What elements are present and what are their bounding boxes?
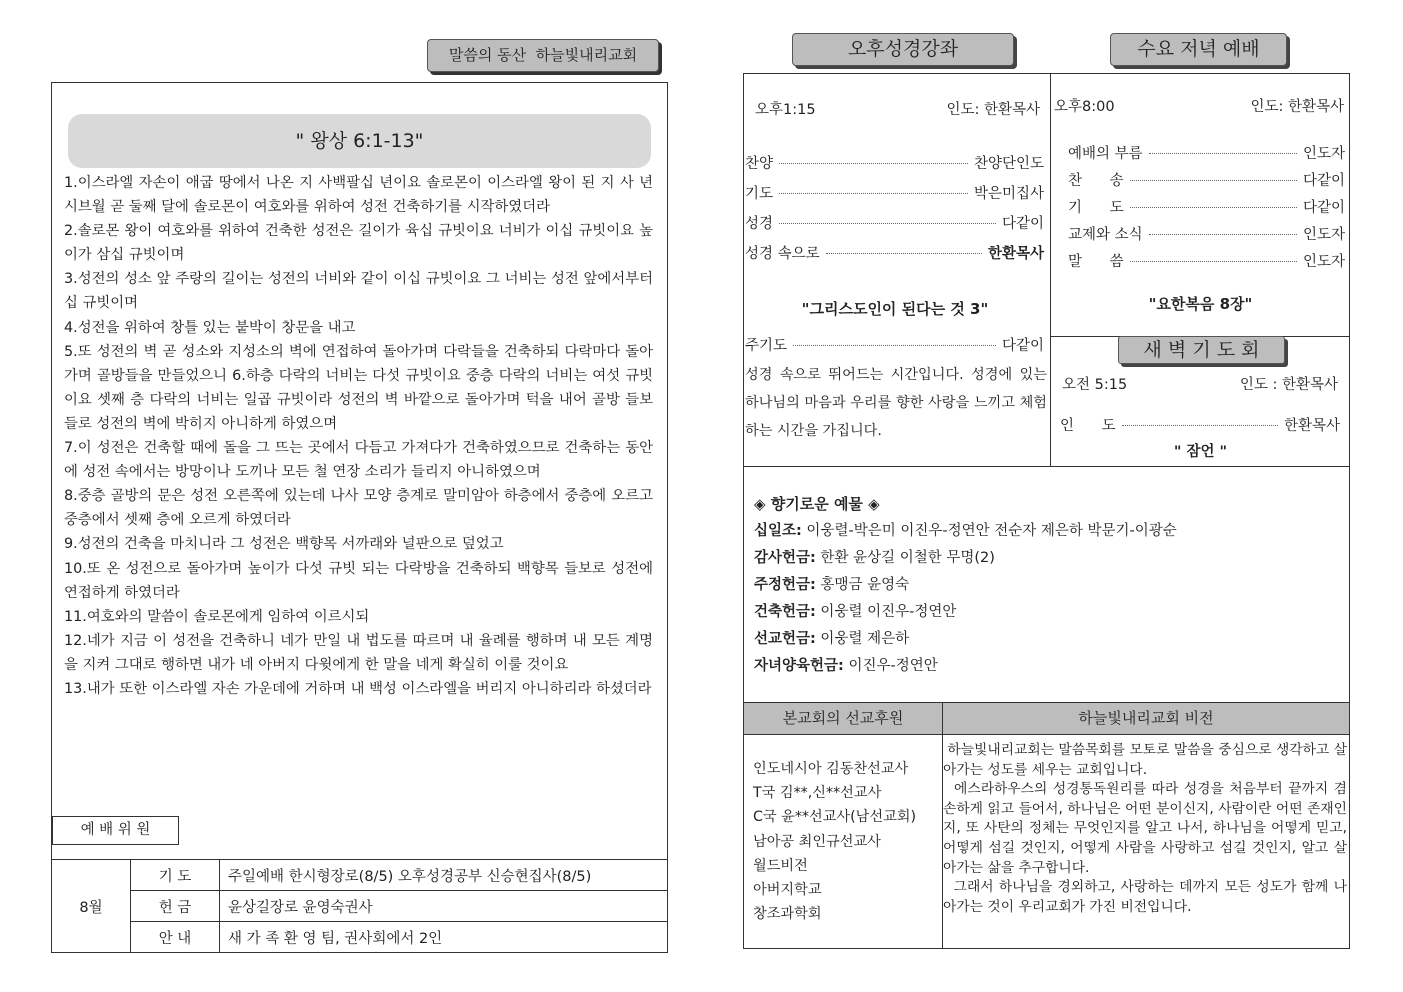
offering-row (754, 626, 1344, 653)
committee-value: 주일예배 한시형장로(8/5) 오후성경공부 신승현집사(8/5) (220, 860, 668, 891)
scripture-text (64, 171, 653, 701)
wednesday-header-row (1054, 95, 1344, 116)
offering-label: 감사헌금: (754, 550, 816, 566)
order-value: 다같이 (1302, 200, 1345, 216)
dawn-leader: 인도 : 한환목사 (1239, 377, 1338, 393)
order-row (1068, 223, 1345, 250)
missions-list (753, 757, 939, 926)
offering-label: 십일조: (754, 523, 802, 539)
order-row (745, 334, 1044, 355)
offering-names: 홍맹금 윤영숙 (815, 577, 910, 593)
offering-row (754, 518, 1344, 545)
committee-role: 기 도 (131, 860, 220, 891)
verse: 5.또 성전의 벽 곧 성소와 지성소의 벽에 연접하여 돌아가며 다락들을 건축하되 다락마다 돌아가며 골방들을 만들었으니 6.하층 다락의 너비는 다섯 규빗이요 중층 다락의 너비는 여섯 규빗이요 셋째 층 다락의 너비는 일곱 규빗이라 성전의 벽 바깥으로 돌아가며 턱을 내어 골방 들보들로 성전의 벽에 박히지 아니하게 하였으며 (64, 343, 653, 432)
offering-label: 선교헌금: (754, 631, 816, 647)
order-label: 성경 (745, 216, 774, 232)
mission-item: 아버지학교 (753, 882, 822, 899)
order-value: 인도자 (1302, 227, 1345, 243)
offering-names: 이웅렬-박은미 이진우-정연안 전순자 제은하 박문기-이광순 (801, 523, 1177, 539)
verse: 4.성전을 위하여 창틀 있는 붙박이 창문을 내고 (64, 319, 356, 336)
afternoon-title-text: 오후성경강좌 (847, 38, 959, 60)
order-label: 인 도 (1060, 418, 1116, 434)
wednesday-leader: 인도: 한환목사 (1250, 99, 1344, 115)
order-value: 한환목사 (1283, 418, 1340, 434)
vision-paragraph: 에스라하우스의 성경통독원리를 따라 성경을 처음부터 끝까지 겸손하게 읽고 들어서, 하나님은 어떤 분이신지, 사람이란 어떤 존재인지, 또 사탄의 정체는 무엇인지를 알고 나서, 하나님을 어떻게 믿고, 어떻게 섬길 것인지, 어떻게 사람을 사랑하고 섬길 것인지, 알고 살아가는 삶을 추구합니다. (943, 781, 1352, 876)
church-name-text: 말씀의 동산 하늘빛내리교회 (448, 46, 638, 64)
order-row (745, 212, 1044, 242)
order-value: 한환목사 (987, 246, 1044, 262)
verse: 13.내가 또한 이스라엘 자손 가운데에 거하며 내 백성 이스라엘을 버리지 아니하리라 하셨더라 (64, 680, 652, 697)
order-value: 찬양단인도 (973, 156, 1044, 172)
dawn-order (1060, 414, 1340, 435)
order-row (1068, 250, 1345, 277)
order-value: 다같이 (1302, 173, 1345, 189)
mission-item: C국 윤**선교사(남선교회) (753, 809, 917, 826)
verse: 1.이스라엘 자손이 애굽 땅에서 나온 지 사백팔십 년이요 솔로몬이 이스라엘 왕이 된 지 사 년 시브월 곧 둘째 달에 솔로몬이 여호와를 위하여 성전 건축하기를 시작하였더라 (64, 175, 653, 216)
afternoon-leader: 인도: 한환목사 (946, 102, 1040, 118)
offering-names: 한환 윤상길 이철한 무명(2) (815, 550, 995, 566)
wednesday-time: 오후8:00 (1054, 99, 1115, 115)
dawn-title (1118, 336, 1285, 364)
order-row (1060, 414, 1340, 435)
afternoon-time: 오후1:15 (755, 102, 816, 118)
mission-item: 월드비전 (753, 857, 808, 874)
order-value: 인도자 (1302, 146, 1345, 162)
afternoon-title (792, 33, 1014, 66)
order-value: 다같이 (1001, 216, 1044, 232)
afternoon-description: 성경 속으로 뛰어드는 시간입니다. 성경에 있는 하나님의 마음과 우리를 향한 사랑을 느끼고 체험하는 시간을 가집니다. (745, 367, 1047, 439)
vision-text (943, 741, 1352, 917)
order-label: 찬 송 (1068, 173, 1124, 189)
verse: 9.성전의 건축을 마치니라 그 성전은 백향목 서까래와 널판으로 덮었고 (64, 536, 504, 553)
order-row (745, 182, 1044, 212)
order-label: 말 씀 (1068, 254, 1124, 270)
wednesday-sermon-title: "요한복음 8장" (1148, 295, 1253, 313)
offerings-title: ◈ 향기로운 예물 ◈ (754, 495, 880, 513)
mission-item: 남아공 최인규선교사 (753, 833, 881, 850)
offering-label: 주정헌금: (754, 577, 816, 593)
order-label: 교제와 소식 (1068, 227, 1143, 243)
offering-row (754, 653, 1344, 680)
verse: 8.중층 골방의 문은 성전 오른쪽에 있는데 나사 모양 층계로 말미암아 하층에서 중층에 오르고 중층에서 셋째 층에 오르게 하였더라 (64, 488, 653, 529)
verse: 11.여호와의 말씀이 솔로몬에게 임하여 이르시되 (64, 608, 370, 625)
committee-month: 8월 (52, 860, 131, 953)
order-label: 기도 (745, 186, 774, 202)
vision-paragraph: 하늘빛내리교회는 말씀목회를 모토로 말씀을 중심으로 생각하고 살아가는 성도를 세우는 교회입니다. (943, 742, 1347, 778)
order-value: 인도자 (1302, 254, 1345, 270)
committee-table (51, 859, 668, 953)
order-row (745, 242, 1044, 272)
afternoon-sermon-title: "그리스도인이 된다는 것 3" (801, 300, 989, 318)
dawn-sermon-title: " 잠언 " (1173, 444, 1228, 460)
order-value: 박은미집사 (973, 186, 1044, 202)
order-label: 예배의 부름 (1068, 146, 1143, 162)
order-row (745, 152, 1044, 182)
mission-item: 창조과학회 (753, 906, 822, 923)
committee-label-text: 예 배 위 원 (80, 822, 151, 838)
offering-row (754, 572, 1344, 599)
wednesday-title (1110, 33, 1287, 66)
vision-header-text: 하늘빛내리교회 비전 (1078, 709, 1214, 727)
offering-names: 이진우-정연안 (843, 658, 938, 674)
verse: 3.성전의 성소 앞 주랑의 길이는 성전의 너비와 같이 이십 규빗이요 그 너비는 성전 앞에서부터 십 규빗이며 (64, 271, 653, 312)
vision-paragraph: 그래서 하나님을 경외하고, 사랑하는 데까지 모든 성도가 함께 나아가는 것이 우리교회가 가진 비전입니다. (943, 879, 1347, 915)
wednesday-title-text: 수요 저녁 예배 (1137, 38, 1260, 60)
section-divider (743, 466, 1350, 467)
vision-header (943, 703, 1349, 735)
verse: 7.이 성전은 건축할 때에 돌을 그 뜨는 곳에서 다듬고 가져다가 건축하였으므로 건축하는 동안에 성전 속에서는 방망이나 도끼나 모든 철 연장 소리가 들리지 아니하였으며 (64, 440, 653, 481)
order-value: 다같이 (1001, 338, 1044, 354)
order-row (1068, 142, 1345, 169)
passage-title (68, 114, 651, 168)
order-label: 기 도 (1068, 200, 1124, 216)
afternoon-header-row (755, 98, 1040, 119)
dawn-title-text: 새 벽 기 도 회 (1143, 339, 1260, 361)
verse: 2.솔로몬 왕이 여호와를 위하여 건축한 성전은 길이가 육십 규빗이요 너비가 이십 규빗이요 높이가 삼십 규빗이며 (64, 223, 653, 264)
order-row (1068, 169, 1345, 196)
afternoon-order (745, 152, 1044, 272)
wednesday-order (1068, 142, 1345, 277)
mission-item: T국 김**,신**선교사 (753, 785, 882, 802)
order-label: 찬양 (745, 156, 774, 172)
mission-item: 인도네시아 김동찬선교사 (753, 761, 909, 777)
committee-role: 헌 금 (131, 891, 220, 922)
committee-value: 윤상길장로 윤영숙권사 (220, 891, 668, 922)
afternoon-closing (745, 334, 1044, 355)
offering-row (754, 599, 1344, 626)
order-label: 성경 속으로 (745, 246, 820, 262)
order-row (1068, 196, 1345, 223)
column-divider (1050, 73, 1051, 466)
committee-role: 안 내 (131, 922, 220, 953)
verse: 12.네가 지금 이 성전을 건축하니 네가 만일 내 법도를 따르며 내 율례를 행하며 내 모든 계명을 지켜 그대로 행하면 내가 네 아버지 다윗에게 한 말을 네게 확실히 이룰 것이요 (64, 632, 653, 673)
missions-header (744, 703, 942, 735)
committee-label (52, 816, 179, 845)
offering-label: 건축헌금: (754, 604, 816, 620)
offering-names: 이웅렬 제은하 (815, 631, 910, 647)
verse: 10.또 온 성전으로 돌아가며 높이가 다섯 규빗 되는 다락방을 건축하되 백향목 들보로 성전에 연접하게 하였더라 (64, 560, 653, 601)
order-label: 주기도 (745, 338, 788, 354)
offering-names: 이웅렬 이진우-정연안 (815, 604, 957, 620)
offering-row (754, 545, 1344, 572)
offerings-list (754, 518, 1344, 680)
passage-title-text: " 왕상 6:1-13" (295, 130, 424, 152)
committee-value: 새 가 족 환 영 팀, 권사회에서 2인 (220, 922, 668, 953)
dawn-time: 오전 5:15 (1062, 377, 1128, 393)
offering-label: 자녀양육헌금: (754, 658, 844, 674)
dawn-header-row (1062, 373, 1338, 394)
church-name-tag (427, 39, 659, 72)
missions-header-text: 본교회의 선교후원 (782, 709, 904, 727)
